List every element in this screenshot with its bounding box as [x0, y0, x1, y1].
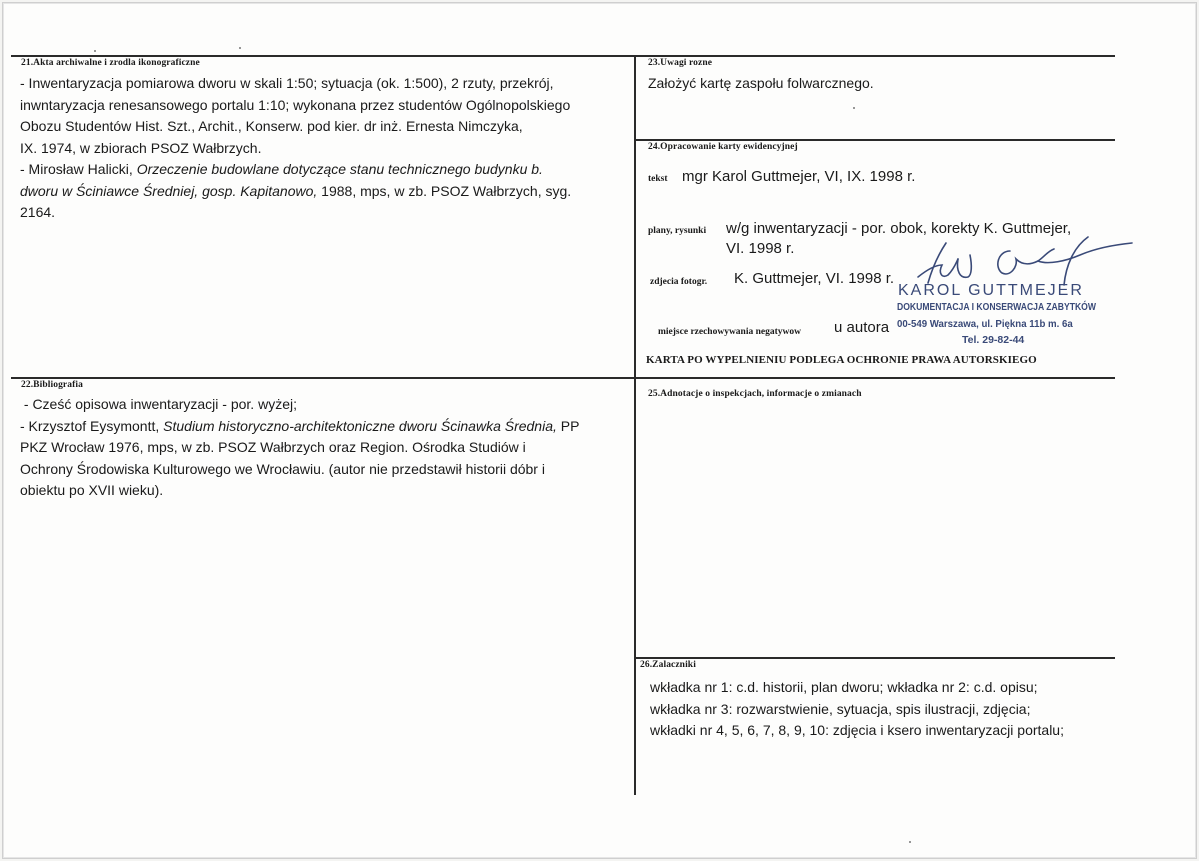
s26-line-1: wkładka nr 1: c.d. historii, plan dworu; wkładka nr 2: c.d. opisu; — [650, 679, 1038, 695]
rule-23-24 — [634, 139, 1115, 141]
tekst-label: tekst — [648, 174, 668, 184]
miejsce-value: u autora — [834, 319, 890, 336]
form-sheet — [2, 2, 1197, 859]
s22-line-2-prefix: - Krzysztof Eysymontt, — [20, 417, 164, 434]
s26-line-2: wkładka nr 3: rozwarstwienie, sytuacja, spis ilustracji, zdjęcia; — [650, 700, 1031, 717]
top-rule — [11, 55, 1115, 57]
s22-line-5: obiektu po XVII wieku). — [20, 482, 164, 498]
tekst-value: mgr Karol Guttmejer, VI, IX. 1998 r. — [682, 168, 916, 185]
scan-speck — [239, 47, 241, 49]
s22-line-1: - Cześć opisowa inwentaryzacji - por. wyżej; — [20, 396, 297, 412]
s21-line-1: - Inwentaryzacja pomiarowa dworu w skali 1:50; sytuacja (ok. 1:500), 2 rzuty, przekrój, — [20, 75, 554, 91]
s21-item2-line-1 — [20, 159, 632, 181]
s21-item2-prefix: - Mirosław Halicki, — [20, 161, 137, 177]
section-23-header: 23.Uwagi rozne — [648, 58, 713, 68]
plany-value-2: VI. 1998 r. — [726, 240, 795, 257]
s21-line-3: Obozu Studentów Hist. Szt., Archit., Konserw. pod kier. dr inż. Ernesta Nimczyka, — [20, 118, 523, 134]
s22-line-4: Ochrony Środowiska Kulturowego we Wrocławiu. (autor nie przedstawił historii dóbr i — [20, 460, 545, 477]
s21-item2-line-2 — [20, 181, 632, 203]
rule-25-26 — [634, 657, 1115, 659]
section-22-body — [20, 394, 634, 502]
scan-speck — [94, 50, 96, 52]
section-21-header: 21.Akta archiwalne i zrodla ikonograficzne — [21, 58, 200, 68]
section-26-body — [650, 677, 1190, 742]
s21-item2-title-1: Orzeczenie budowlane dotyczące stanu technicznego budynku b. — [136, 161, 543, 177]
s22-line-2 — [20, 416, 634, 438]
section-21-body — [20, 73, 632, 224]
s21-item2-last: 2164. — [20, 204, 56, 220]
stamp-line-4: Tel. 29-82-44 — [962, 334, 1025, 346]
stamp-line-2: DOKUMENTACJA I KONSERWACJA ZABYTKÓW — [897, 301, 1096, 313]
plany-label: plany, rysunki — [648, 226, 707, 236]
s21-item2-title-2: dworu w Ściniawce Średniej, gosp. Kapitanowo, — [20, 182, 318, 199]
s22-line-2-cut: PP — [556, 417, 580, 434]
scan-speck — [909, 841, 911, 843]
s22-line-3: PKZ Wrocław 1976, mps, w zb. PSOZ Wałbrzych oraz Region. Ośrodka Studiów i — [20, 439, 526, 455]
s21-line-2: inwntaryzacja renesansowego portalu 1:10; wykonana przez studentów Ogólnopolskiego — [20, 96, 571, 113]
stamp-name: KAROL GUTTMEJER — [898, 282, 1084, 299]
s21-line-4: IX. 1974, w zbiorach PSOZ Wałbrzych. — [20, 139, 262, 156]
section-26-header: 26.Zalaczniki — [640, 660, 696, 670]
s21-item2-suffix: 1988, mps, w zb. PSOZ Wałbrzych, syg. — [317, 182, 572, 199]
section-25-header: 25.Adnotacje o inspekcjach, informacje o zmianach — [648, 389, 862, 399]
scan-speck — [853, 107, 855, 109]
miejsce-label: miejsce rzechowywania negatywow — [658, 327, 801, 337]
zdjecia-value: K. Guttmejer, VI. 1998 r. — [734, 270, 895, 287]
section-24-header: 24.Opracowanie karty ewidencyjnej — [648, 142, 798, 152]
copyright-notice: KARTA PO WYPELNIENIU PODLEGA OCHRONIE PRAWA AUTORSKIEGO — [646, 354, 1037, 366]
s26-line-3: wkładki nr 4, 5, 6, 7, 8, 9, 10: zdjęcia i ksero inwentaryzacji portalu; — [650, 722, 1064, 738]
plany-value-1: w/g inwentaryzacji - por. obok, korekty K. Guttmejer, — [726, 220, 1072, 237]
section-23-text: Założyć kartę zaspołu folwarcznego. — [648, 75, 874, 91]
section-22-header: 22.Bibliografia — [21, 380, 83, 390]
center-divider — [634, 55, 636, 795]
zdjecia-label: zdjecia fotogr. — [650, 277, 708, 287]
stamp-line-3: 00-549 Warszawa, ul. Piękna 11b m. 6a — [897, 318, 1073, 330]
middle-rule — [11, 377, 1115, 379]
s22-line-2-title: Studium historyczno-architektoniczne dworu Ścinawka Średnia, — [163, 417, 557, 434]
signature — [898, 225, 1138, 305]
